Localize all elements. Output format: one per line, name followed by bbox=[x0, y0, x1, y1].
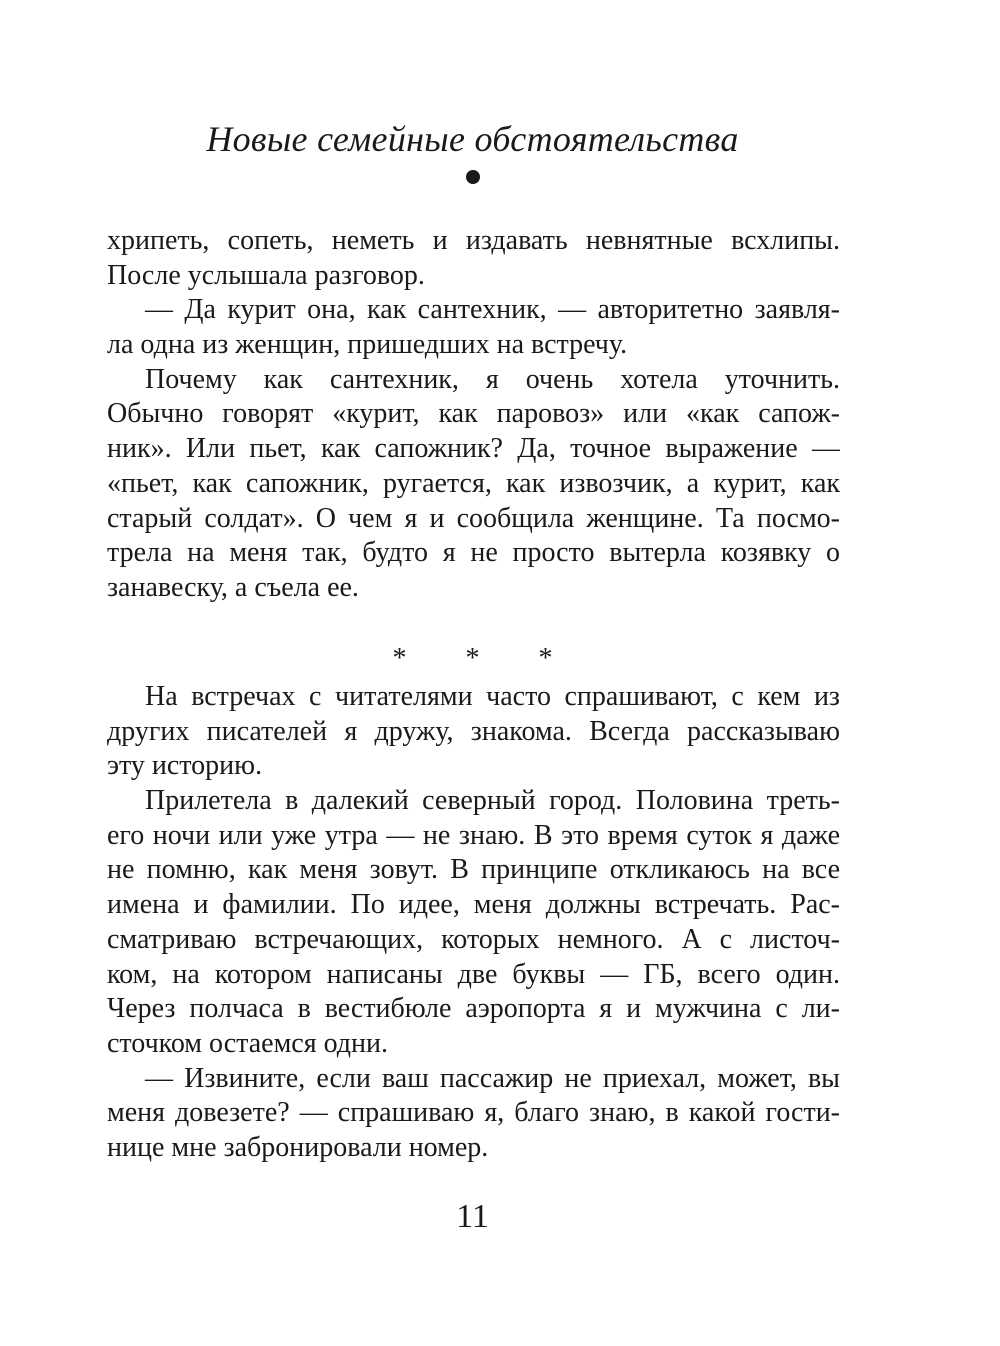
bullet-ornament bbox=[466, 170, 480, 184]
text-line: После услышала разговор. bbox=[107, 259, 425, 291]
text-line: других писателей я дружу, знакома. Всегда рассказываю bbox=[107, 715, 840, 747]
text-line: сматриваю встречающих, которых немного. А с листоч- bbox=[107, 923, 840, 955]
text-line: трела на меня так, будто я не просто вытерла козявку о bbox=[107, 537, 840, 569]
text-line: Прилетела в далекий северный город. Половина треть- bbox=[145, 785, 840, 817]
text-line: ник». Или пьет, как сапожник? Да, точное выражение — bbox=[107, 433, 840, 465]
text-line: — Извините, если ваш пассажир не приехал, может, вы bbox=[145, 1062, 840, 1094]
text-line: нице мне забронировали номер. bbox=[107, 1131, 489, 1163]
text-line: хрипеть, сопеть, неметь и издавать невнятные всхлипы. bbox=[107, 225, 840, 256]
text-line: Обычно говорят «курит, как паровоз» или «как сапож- bbox=[107, 398, 840, 430]
text-line: сточком остаемся одни. bbox=[107, 1027, 389, 1059]
text-line: меня довезете? — спрашиваю я, благо знаю, в какой гости- bbox=[107, 1097, 840, 1129]
page-number: 11 bbox=[456, 1198, 489, 1235]
text-line: эту историю. bbox=[107, 750, 263, 782]
text-line: занавеску, а съела ее. bbox=[107, 571, 359, 603]
text-block-2 bbox=[107, 680, 840, 1166]
text-line: ком, на котором написаны две буквы — ГБ, всего один. bbox=[107, 958, 840, 990]
text-line: — Да курит она, как сантехник, — авторитетно заявля- bbox=[145, 294, 840, 326]
text-line: его ночи или уже утра — не знаю. В это время суток я даже bbox=[107, 819, 840, 851]
text-line: имена и фамилии. По идее, меня должны встречать. Рас- bbox=[107, 889, 840, 921]
text-line: Через полчаса в вестибюле аэропорта я и мужчина с ли- bbox=[107, 993, 840, 1025]
text-line: не помню, как меня зовут. В принципе откликаюсь на все bbox=[107, 854, 840, 886]
text-line: На встречах с читателями часто спрашивают, с кем из bbox=[145, 681, 840, 712]
running-head: Новые семейные обстоятельства bbox=[206, 119, 739, 159]
text-block-1 bbox=[107, 224, 840, 606]
text-line: старый солдат». О чем я и сообщила женщине. Та посмо- bbox=[107, 502, 840, 534]
text-line: «пьет, как сапожник, ругается, как извозчик, а курит, как bbox=[107, 467, 840, 499]
text-line: ла одна из женщин, пришедших на встречу. bbox=[107, 329, 628, 361]
section-separator: * * * bbox=[392, 643, 579, 674]
text-line: Почему как сантехник, я очень хотела уточнить. bbox=[145, 363, 840, 395]
